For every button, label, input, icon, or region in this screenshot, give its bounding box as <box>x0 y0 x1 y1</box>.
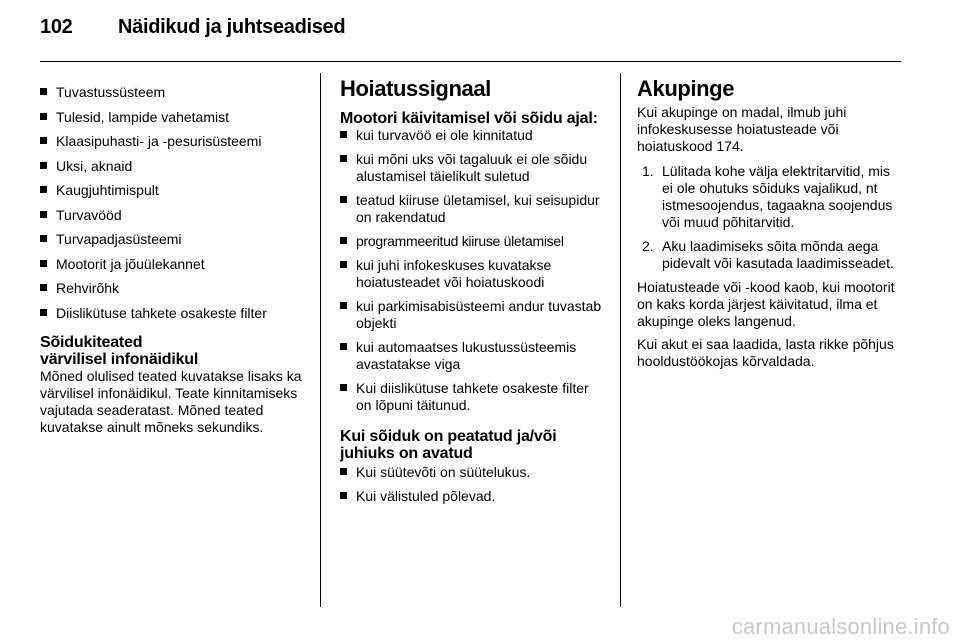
bullet-square-icon <box>340 155 347 162</box>
bullet-square-icon <box>40 211 47 218</box>
stopped-conditions-list <box>340 464 604 505</box>
step-number: 1. <box>642 163 654 179</box>
list-item: Klaasipuhasti- ja -pesurisüsteemi <box>40 133 312 150</box>
list-item: Tuvastussüsteem <box>40 84 312 101</box>
subsection-heading: Kui sõiduk on peatatud ja/või juhiuks on avatud <box>340 428 557 462</box>
bullet-square-icon <box>40 235 47 242</box>
list-item: 2. Aku laadimiseks sõita mõnda aega pidevalt või kasutada laadimisseadet. <box>642 238 894 271</box>
section-text: Mõned olulised teated kuvatakse lisaks ka värvilisel infonäidikul. Teate kinnitamiseks vajutada seaderatast. Mõned teated kuvatakse ainult mõneks sekundiks. <box>40 367 302 435</box>
list-item: Rehvirõhk <box>40 280 312 297</box>
paragraph: Kui akut ei saa laadida, lasta rikke põhjus hooldustöökojas kõrvaldada. <box>637 336 894 369</box>
header-divider <box>40 61 901 62</box>
bullet-square-icon <box>40 137 47 144</box>
bullet-square-icon <box>40 309 47 316</box>
list-item: Kui diislikütuse tahkete osakeste filter on lõpuni täitunud. <box>340 380 604 414</box>
warning-conditions-list <box>340 127 604 414</box>
list-item: programmeeritud kiiruse ületamisel <box>340 233 604 250</box>
bullet-square-icon <box>40 162 47 169</box>
list-item: 1. Lülitada kohe välja elektritarvitid, mis ei ole ohutuks sõiduks vajalikud, nt istmesoojendus, tagaakna soojendus või muud põhitarvitid. <box>642 163 893 230</box>
watermark: carmanualsonline.info <box>731 614 950 639</box>
column-3 <box>637 76 903 370</box>
subsection-heading: Mootori käivitamisel või sõidu ajal: <box>340 110 598 127</box>
list-item: Turvapadjasüsteemi <box>40 231 312 248</box>
section-title: Hoiatussignaal <box>340 76 491 101</box>
intro-text: Kui akupinge on madal, ilmub juhi infokeskusesse hoiatusteade või hoiatuskood 174. <box>637 104 847 154</box>
list-item: Diislikütuse tahkete osakeste filter <box>40 305 312 322</box>
list-item: teatud kiiruse ületamisel, kui seisupidur on rakendatud <box>340 192 604 226</box>
bullet-square-icon <box>40 186 47 193</box>
list-item: kui juhi infokeskuses kuvatakse hoiatusteadet või hoiatuskoodi <box>340 257 604 291</box>
bullet-square-icon <box>40 88 47 95</box>
list-item: kui automaatses lukustussüsteemis avastatakse viga <box>340 339 604 373</box>
bullet-square-icon <box>340 302 347 309</box>
bullet-square-icon <box>340 492 347 499</box>
list-item: Mootorit ja jõuülekannet <box>40 256 312 273</box>
paragraph: Hoiatusteade või -kood kaob, kui mootorit on kaks korda järjest käivitatud, ilma et akupinge oleks langenud. <box>637 279 895 329</box>
bullet-square-icon <box>340 261 347 268</box>
column-1 <box>40 84 312 436</box>
chapter-title: Näidikud ja juhtseadised <box>118 16 346 38</box>
list-item: kui parkimisabisüsteemi andur tuvastab objekti <box>340 298 604 332</box>
list-item: Uksi, aknaid <box>40 158 312 175</box>
list-item: Kui välistuled põlevad. <box>340 488 604 505</box>
bullet-square-icon <box>340 237 347 244</box>
list-item: kui turvavöö ei ole kinnitatud <box>340 127 604 144</box>
steps-list <box>637 163 903 272</box>
list-item: Tulesid, lampide vahetamist <box>40 109 312 126</box>
column-divider-1 <box>320 73 321 607</box>
bullet-square-icon <box>40 113 47 120</box>
section-heading: Sõidukiteated värvilisel infonäidikul <box>40 333 199 368</box>
list-item: Turvavööd <box>40 207 312 224</box>
column-divider-2 <box>620 73 621 607</box>
bullet-square-icon <box>340 384 347 391</box>
bullet-square-icon <box>40 260 47 267</box>
bullet-square-icon <box>40 284 47 291</box>
list-item: Kui süütevõti on süütelukus. <box>340 464 604 481</box>
feature-list <box>40 84 312 322</box>
section-title: Akupinge <box>637 76 735 101</box>
column-2 <box>340 76 604 512</box>
bullet-square-icon <box>340 343 347 350</box>
bullet-square-icon <box>340 468 347 475</box>
list-item: kui mõni uks või tagaluuk ei ole sõidu alustamisel täielikult suletud <box>340 151 604 185</box>
bullet-square-icon <box>340 196 347 203</box>
step-number: 2. <box>642 238 654 254</box>
list-item: Kaugjuhtimispult <box>40 182 312 199</box>
bullet-square-icon <box>340 131 347 138</box>
page-number: 102 <box>40 16 73 38</box>
